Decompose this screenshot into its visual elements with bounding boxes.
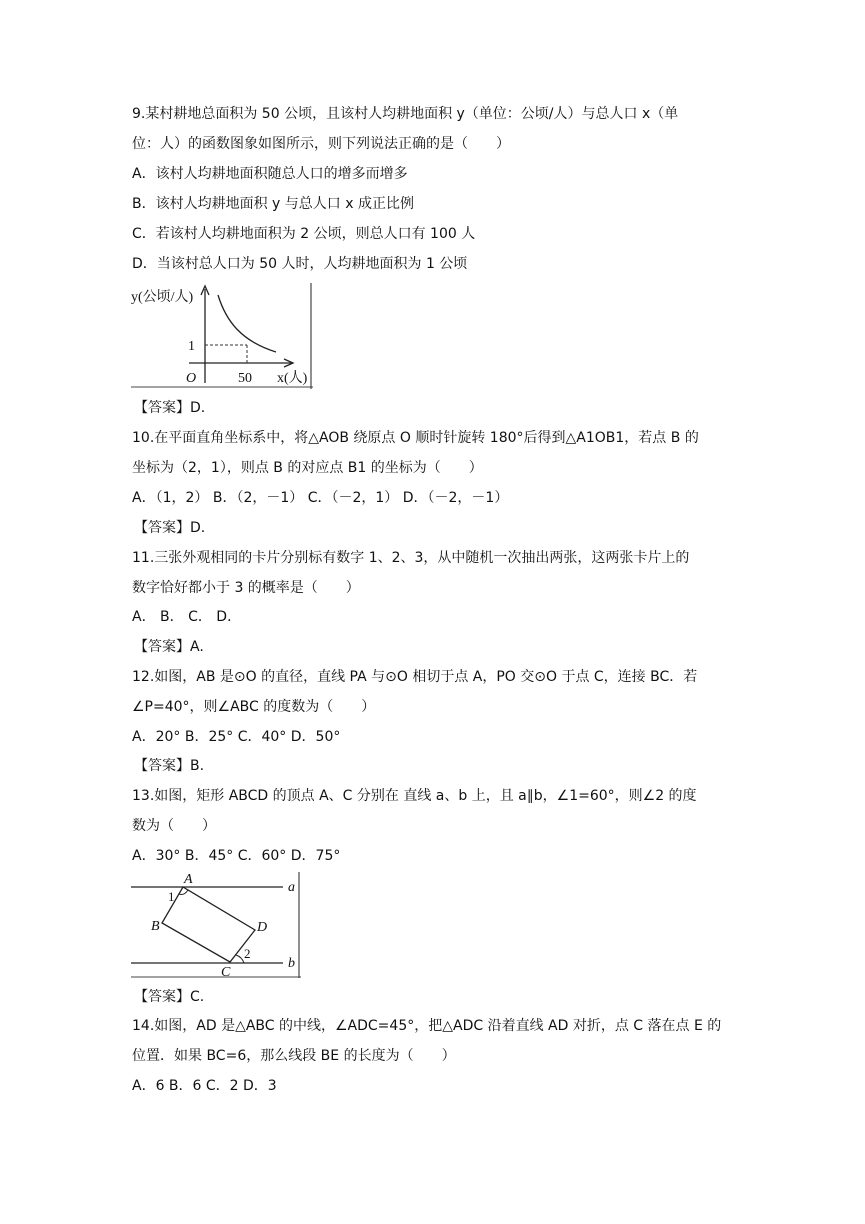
q11-answer: 【答案】A. bbox=[134, 639, 204, 655]
q13-label-c: C bbox=[221, 965, 231, 979]
q13-line-1: 13.如图，矩形 ABCD 的顶点 A、C 分别在 直线 a、b 上，且 a∥b，∠1=60°，则∠2 的度 bbox=[132, 788, 697, 804]
q13-label-b: B bbox=[151, 919, 160, 934]
q13-figure-rectangle bbox=[131, 872, 301, 979]
q9-origin: O bbox=[186, 371, 197, 386]
q12-answer: 【答案】B. bbox=[134, 758, 205, 774]
q11-line-2: 数字恰好都小于 3 的概率是（ ） bbox=[132, 580, 360, 596]
q9-option-c: C．若该村人均耕地面积为 2 公顷，则总人口有 100 人 bbox=[132, 226, 476, 242]
q10-line-1: 10.在平面直角坐标系中，将△AOB 绕原点 O 顺时针旋转 180°后得到△A1OB1，若点 B 的 bbox=[132, 430, 699, 446]
q9-x-label: x(人) bbox=[277, 371, 308, 386]
q13-label-d: D bbox=[257, 920, 268, 935]
q13-label-line-b: b bbox=[288, 956, 295, 971]
q9-answer: 【答案】D. bbox=[134, 400, 206, 416]
q9-option-d: D．当该村总人口为 50 人时，人均耕地面积为 1 公顷 bbox=[132, 256, 468, 272]
q12-line-1: 12.如图，AB 是⊙O 的直径，直线 PA 与⊙O 相切于点 A，PO 交⊙O 于点 C，连接 BC．若 bbox=[132, 669, 698, 685]
q13-label-a: A bbox=[184, 872, 193, 887]
q9-curve bbox=[218, 295, 276, 352]
q9-option-a: A．该村人均耕地面积随总人口的增多而增多 bbox=[132, 166, 408, 182]
q9-line-2: 位：人）的函数图象如图所示，则下列说法正确的是（ ） bbox=[132, 136, 510, 152]
q12-line-2: ∠P=40°，则∠ABC 的度数为（ ） bbox=[132, 699, 376, 715]
q9-x-tick: 50 bbox=[238, 371, 252, 386]
q9-y-tick: 1 bbox=[188, 339, 195, 354]
q13-answer: 【答案】C. bbox=[134, 989, 205, 1005]
q14-options: A．6 B．6 C．2 D．3 bbox=[132, 1078, 277, 1094]
q11-line-1: 11.三张外观相同的卡片分别标有数字 1、2、3，从中随机一次抽出两张，这两张卡片上的 bbox=[132, 550, 690, 566]
q12-options: A．20° B．25° C．40° D．50° bbox=[132, 729, 341, 745]
q13-options: A．30° B．45° C．60° D．75° bbox=[132, 848, 341, 864]
q13-line-2: 数为（ ） bbox=[132, 818, 216, 834]
q9-option-b: B．该村人均耕地面积 y 与总人口 x 成正比例 bbox=[132, 196, 414, 212]
q14-line-2: 位置．如果 BC=6，那么线段 BE 的长度为（ ） bbox=[132, 1048, 456, 1064]
q14-line-1: 14.如图，AD 是△ABC 的中线，∠ADC=45°，把△ADC 沿着直线 AD 对折，点 C 落在点 E 的 bbox=[132, 1018, 722, 1034]
q10-answer: 【答案】D. bbox=[134, 520, 206, 536]
q13-label-angle1: 1 bbox=[168, 889, 175, 904]
q10-line-2: 坐标为（2，1），则点 B 的对应点 B1 的坐标为（ ） bbox=[132, 460, 483, 476]
q11-options: A． B． C． D． bbox=[132, 609, 242, 625]
q10-options: A．（1，2） B．（2，－1） C．（－2，1） D．（－2，－1） bbox=[132, 490, 509, 506]
q13-rectangle-abcd bbox=[162, 887, 255, 962]
q13-label-line-a: a bbox=[288, 880, 295, 895]
q13-label-angle2: 2 bbox=[244, 946, 251, 961]
q9-figure-graph bbox=[131, 283, 313, 389]
q9-line-1: 9.某村耕地总面积为 50 公顷，且该村人均耕地面积 y（单位：公顷/人）与总人口 x（单 bbox=[132, 106, 679, 122]
q9-y-label: y(公顷/人) bbox=[131, 290, 194, 305]
